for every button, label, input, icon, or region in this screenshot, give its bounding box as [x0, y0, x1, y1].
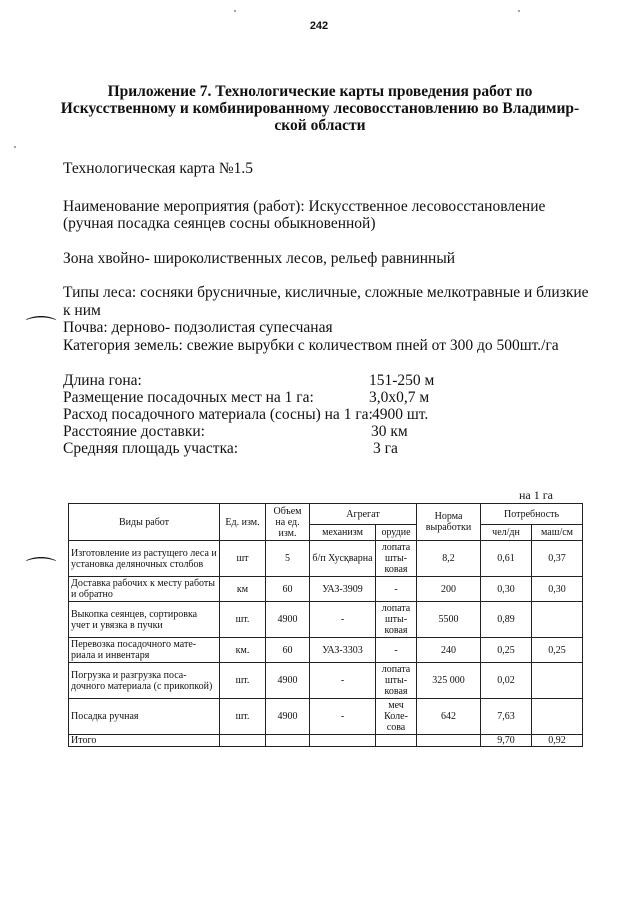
table-row	[69, 663, 583, 699]
cell-mechanism: -	[310, 602, 376, 638]
binder-hole-mark: ⌒	[25, 315, 57, 340]
cell-man-days: 0,25	[481, 638, 532, 663]
cell-norm: 325 000	[417, 663, 481, 699]
cell-volume: 4900	[266, 663, 310, 699]
header-volume: Объем на ед. изм.	[266, 504, 310, 541]
cell-work: Выкопка сеянцев, сортировка учет и увязка в пучки	[69, 602, 220, 638]
cell-mechanism: УАЗ-3303	[310, 638, 376, 663]
header-work-type: Виды работ	[69, 504, 220, 541]
forest-types-line-2: к ним	[63, 302, 101, 319]
cell-tool: -	[376, 577, 417, 602]
forest-zone: Зона хвойно- широколиственных лесов, рельеф равнинный	[63, 250, 456, 267]
cell-work: Перевозка посадочного мате-риала и инвентаря	[69, 638, 220, 663]
total-man-days: 9,70	[481, 735, 532, 747]
header-machine-shifts: маш/см	[532, 525, 583, 541]
cell-norm: 8,2	[417, 541, 481, 577]
cell-unit: шт.	[220, 602, 266, 638]
soil-type: Почва: дерново- подзолистая супесчаная	[63, 319, 333, 336]
cell-man-days: 0,02	[481, 663, 532, 699]
appendix-title: Приложение 7. Технологические карты проведения работ по Искусственному и комбинированному лесовосстановлению во Владимир-ской области	[60, 83, 580, 134]
cell-norm: 200	[417, 577, 481, 602]
param-label: Расстояние доставки:	[63, 423, 205, 440]
land-category: Категория земель: свежие вырубки с количеством пней от 300 до 500шт./га	[63, 337, 559, 354]
total-label: Итого	[69, 735, 220, 747]
cell-mechanism: б/п Хусқварна	[310, 541, 376, 577]
cell-work: Погрузка и разгрузка поса-дочного материала (с прикопкой)	[69, 663, 220, 699]
technology-table	[68, 503, 583, 747]
param-value: 30 км	[371, 423, 408, 440]
param-label: Расход посадочного материала (сосны) на 1 га:	[63, 406, 373, 423]
cell-mechanism: -	[310, 699, 376, 735]
cell-mechanism: УАЗ-3909	[310, 577, 376, 602]
param-label: Длина гона:	[63, 372, 142, 389]
cell-volume: 60	[266, 577, 310, 602]
header-mechanism: механизм	[310, 525, 376, 541]
cell-machine-shifts: 0,30	[532, 577, 583, 602]
cell-tool: лопата шты-ковая	[376, 602, 417, 638]
param-label: Размещение посадочных мест на 1 га:	[63, 389, 314, 406]
page-number: 242	[309, 20, 329, 32]
scan-speck	[14, 146, 16, 148]
cell-unit: шт	[220, 541, 266, 577]
cell-norm: 5500	[417, 602, 481, 638]
event-name-line-1: Наименование мероприятия (работ): Искусственное лесовосстановление	[63, 198, 546, 215]
table-unit-note: на 1 га	[519, 488, 553, 502]
cell-work: Изготовление из растущего леса и установка деляночных столбов	[69, 541, 220, 577]
header-aggregate: Агрегат	[310, 504, 417, 525]
cell-man-days: 7,63	[481, 699, 532, 735]
header-man-days: чел/дн	[481, 525, 532, 541]
cell-machine-shifts: 0,25	[532, 638, 583, 663]
card-title: Технологическая карта №1.5	[63, 160, 254, 177]
cell-norm: 240	[417, 638, 481, 663]
cell-mechanism: -	[310, 663, 376, 699]
cell-machine-shifts	[532, 602, 583, 638]
cell-norm: 642	[417, 699, 481, 735]
cell-man-days: 0,89	[481, 602, 532, 638]
cell-man-days: 0,30	[481, 577, 532, 602]
table-row	[69, 699, 583, 735]
cell-tool: меч Коле-сова	[376, 699, 417, 735]
cell-volume: 4900	[266, 699, 310, 735]
cell-machine-shifts	[532, 699, 583, 735]
cell-tool: лопата шты-ковая	[376, 663, 417, 699]
scan-speck	[518, 10, 520, 12]
param-label: Средняя площадь участка:	[63, 440, 239, 457]
cell-volume: 4900	[266, 602, 310, 638]
cell-volume: 5	[266, 541, 310, 577]
header-norm: Норма выработки	[417, 504, 481, 541]
table-row	[69, 638, 583, 663]
cell-unit: шт.	[220, 663, 266, 699]
param-value: 151-250 м	[369, 372, 435, 389]
cell-machine-shifts	[532, 663, 583, 699]
param-value: 3 га	[373, 440, 398, 457]
cell-unit: км.	[220, 638, 266, 663]
total-machine-shifts: 0,92	[532, 735, 583, 747]
cell-unit: км	[220, 577, 266, 602]
scan-speck	[234, 10, 236, 12]
cell-unit: шт.	[220, 699, 266, 735]
param-value: 3,0х0,7 м	[369, 389, 430, 406]
binder-hole-mark: ⌒	[25, 556, 57, 581]
event-name-line-2: (ручная посадка сеянцев сосны обыкновенной)	[63, 215, 376, 232]
cell-machine-shifts: 0,37	[532, 541, 583, 577]
table-row	[69, 577, 583, 602]
table-total-row	[69, 735, 583, 747]
header-unit: Ед. изм.	[220, 504, 266, 541]
cell-tool: -	[376, 638, 417, 663]
cell-work: Посадка ручная	[69, 699, 220, 735]
header-tool: орудие	[376, 525, 417, 541]
cell-volume: 60	[266, 638, 310, 663]
param-value: 4900 шт.	[372, 406, 429, 423]
cell-man-days: 0,61	[481, 541, 532, 577]
cell-work: Доставка рабочих к месту работы и обратно	[69, 577, 220, 602]
table-row	[69, 541, 583, 577]
forest-types-line-1: Типы леса: сосняки брусничные, кисличные, сложные мелкотравные и близкие	[63, 284, 589, 301]
header-need: Потребность	[481, 504, 583, 525]
table-row	[69, 602, 583, 638]
cell-tool: лопата шты-ковая	[376, 541, 417, 577]
